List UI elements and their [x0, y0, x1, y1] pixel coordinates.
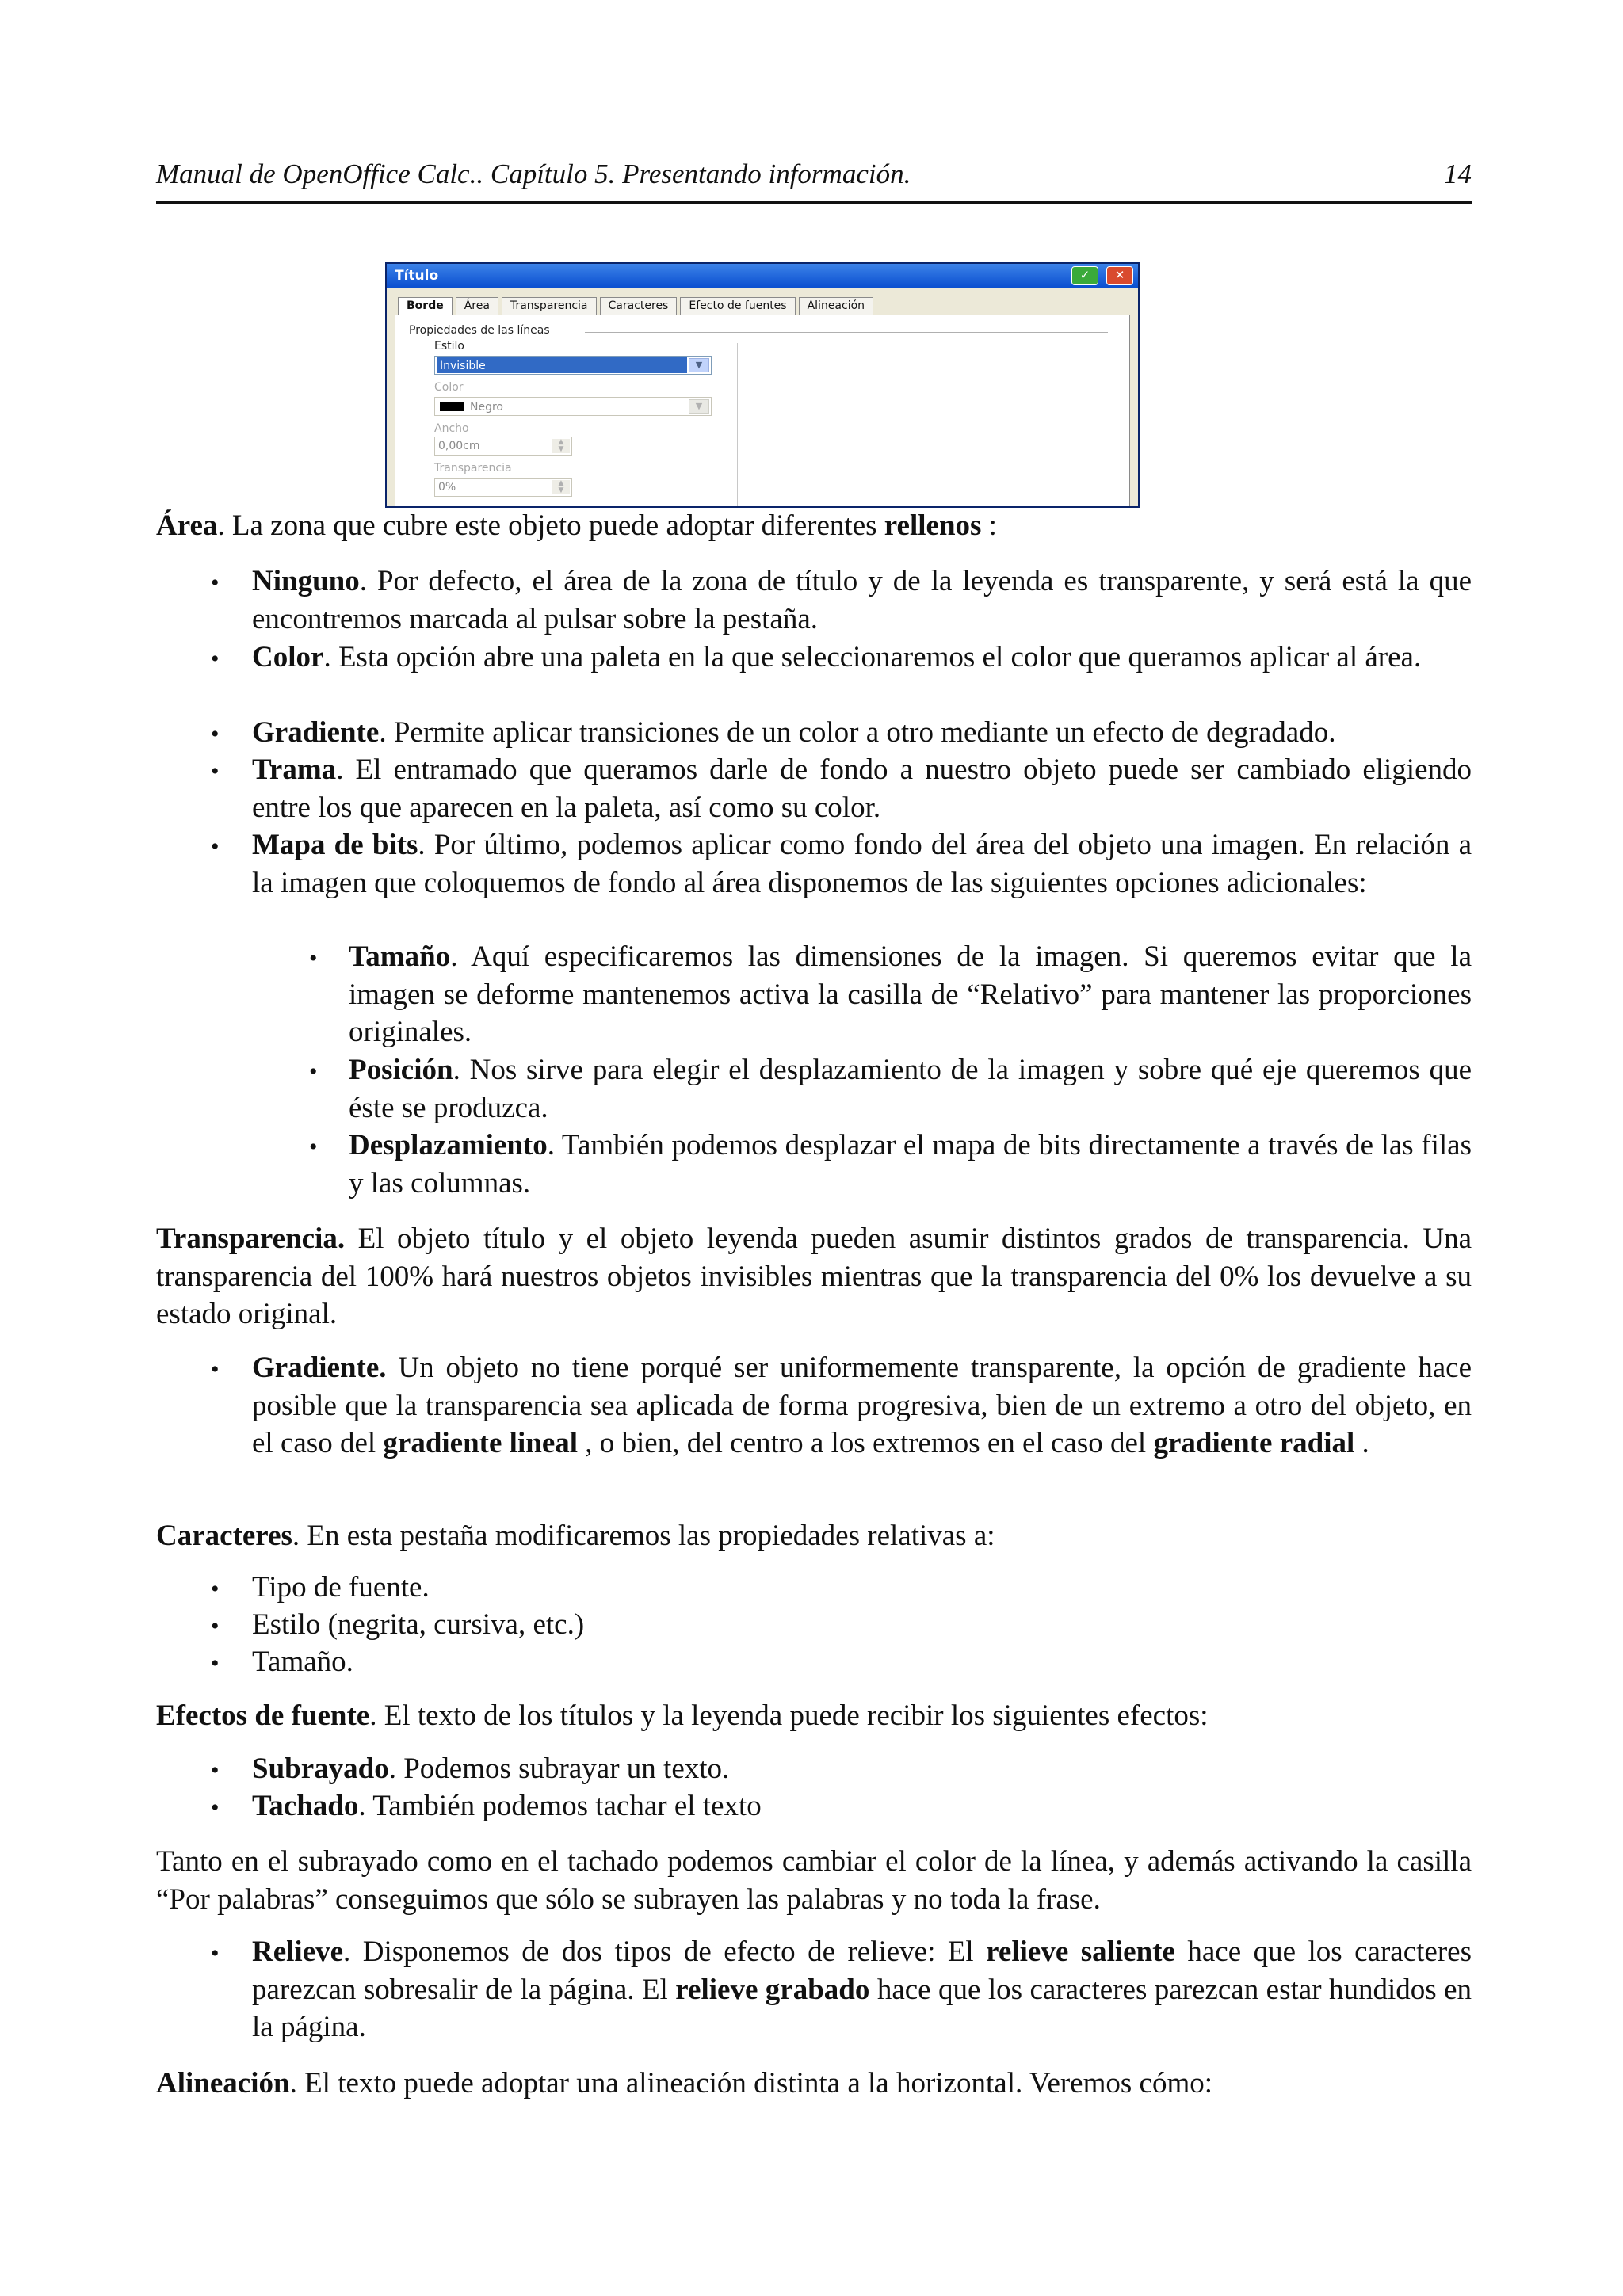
bullet: • [309, 1134, 318, 1160]
tab-area[interactable]: Área [456, 297, 498, 315]
bullet: • [211, 1757, 220, 1783]
alineacion-paragraph: Alineación. El texto puede adoptar una alineación distinta a la horizontal. Veremos cómo: [156, 2067, 1213, 2100]
alineacion-heading: Alineación [156, 2067, 290, 2100]
list-item: Subrayado. Podemos subrayar un texto. [252, 1753, 730, 1785]
width-value: 0,00cm [438, 440, 480, 452]
style-value: Invisible [437, 357, 687, 373]
transparency-value: 0% [438, 481, 456, 494]
bullet: • [211, 1613, 220, 1639]
tab-alineacion[interactable]: Alineación [799, 297, 873, 315]
dialog-screenshot [385, 262, 1140, 508]
list-item: Ninguno. Por defecto, el área de la zona de título y de la leyenda es transparente, y será está la que encontremos marcada al pulsar sobre la pestaña. [252, 565, 1472, 635]
list-item: Color. Esta opción abre una paleta en la que seleccionaremos el color que queramos aplicar al área. [252, 641, 1422, 673]
sub-list-item: Posición. Nos sirve para elegir el desplazamiento de la imagen y sobre qué eje queremos que éste se produzca. [349, 1054, 1472, 1124]
efectos-note-paragraph: Tanto en el subrayado como en el tachado podemos cambiar el color de la línea, y además activando la casilla “Por palabras” conseguimos que sólo se subrayen las palabras y no toda la frase. [156, 1845, 1472, 1916]
width-spinner[interactable] [434, 437, 572, 456]
group-label: Propiedades de las líneas [409, 324, 550, 337]
transparencia-heading: Transparencia. [156, 1222, 346, 1255]
bullet: • [211, 721, 220, 747]
efectos-paragraph: Efectos de fuente. El texto de los títulos y la leyenda puede recibir los siguientes efectos: [156, 1699, 1209, 1732]
bullet: • [309, 1058, 318, 1085]
transparency-label: Transparencia [434, 462, 512, 475]
efectos-heading: Efectos de fuente [156, 1699, 370, 1732]
help-icon[interactable]: ✓ [1071, 266, 1098, 285]
color-swatch [440, 402, 464, 411]
transparencia-paragraph: Transparencia. El objeto título y el objeto leyenda pueden asumir distintos grados de transparencia. Una transparencia del 100% hará nuestros objetos invisibles mientras que la transparencia del 0% los devuelve a su estado original. [156, 1222, 1472, 1330]
sub-list-item: Tamaño. Aquí especificaremos las dimensiones de la imagen. Si queremos evitar que la imagen se deforme mantenemos activa la casilla de “Relativo” para mantener las proporciones originales. [349, 940, 1472, 1048]
list-item: Tipo de fuente. [252, 1571, 430, 1604]
list-item: Trama. El entramado que queramos darle de fondo a nuestro objeto puede ser cambiado eligiendo entre los que aparecen en la paleta, así como su color. [252, 753, 1472, 824]
group-divider [585, 332, 1108, 333]
area-paragraph: Área. La zona que cubre este objeto puede adoptar diferentes rellenos : [156, 509, 997, 542]
area-heading: Área [156, 509, 218, 542]
style-label: Estilo [434, 340, 464, 353]
spin-arrows-icon[interactable]: ▲ ▼ [552, 480, 570, 494]
bullet: • [211, 833, 220, 860]
bullet: • [211, 758, 220, 784]
list-item: Gradiente. Un objeto no tiene porqué ser uniformemente transparente, la opción de gradiente hace posible que la transparencia sea aplicada de forma progresiva, bien de un extremo a otro del objeto, en el caso del gradiente lineal , o bien, del centro a los extremos en el caso del gradiente radial . [252, 1352, 1472, 1459]
dialog-tabs [398, 297, 876, 315]
bullet: • [211, 646, 220, 672]
sub-list-item: Desplazamiento. También podemos desplazar el mapa de bits directamente a través de las filas y las columnas. [349, 1129, 1472, 1199]
caracteres-paragraph: Caracteres. En esta pestaña modificaremos las propiedades relativas a: [156, 1520, 995, 1552]
caracteres-heading: Caracteres [156, 1520, 292, 1552]
tab-borde[interactable]: Borde [398, 297, 453, 315]
color-value: Negro [470, 401, 503, 414]
width-label: Ancho [434, 422, 469, 435]
bullet: • [211, 1576, 220, 1602]
bullet: • [211, 1794, 220, 1821]
page-header [156, 157, 1472, 204]
panel-divider [737, 343, 738, 508]
list-item: Mapa de bits. Por último, podemos aplicar como fondo del área del objeto una imagen. En relación a la imagen que coloquemos de fondo al área disponemos de las siguientes opciones adicionales: [252, 829, 1472, 899]
dialog-title: Título [395, 268, 439, 284]
tab-caracteres[interactable]: Caracteres [600, 297, 678, 315]
header-title: Manual de OpenOffice Calc.. Capítulo 5. Presentando información. [156, 158, 911, 189]
color-select[interactable] [434, 397, 712, 416]
bullet: • [309, 945, 318, 971]
list-item: Estilo (negrita, cursiva, etc.) [252, 1608, 585, 1641]
color-label: Color [434, 381, 464, 394]
dialog-titlebar [387, 264, 1138, 288]
tab-efecto-de-fuentes[interactable]: Efecto de fuentes [680, 297, 795, 315]
page-number: 14 [1444, 158, 1472, 189]
tab-transparencia[interactable]: Transparencia [502, 297, 597, 315]
bullet: • [211, 1356, 220, 1383]
transparency-spinner[interactable] [434, 478, 572, 497]
style-select[interactable] [434, 356, 712, 375]
list-item: Gradiente. Permite aplicar transiciones de un color a otro mediante un efecto de degradado. [252, 716, 1336, 749]
spin-arrows-icon[interactable]: ▲ ▼ [552, 439, 570, 453]
list-item: Relieve. Disponemos de dos tipos de efecto de relieve: El relieve saliente hace que los caracteres parezcan sobresalir de la página. El relieve grabado hace que los caracteres parezcan estar hundidos en la página. [252, 1936, 1472, 2043]
bullet: • [211, 570, 220, 596]
bullet: • [211, 1940, 220, 1966]
list-item: Tamaño. [252, 1646, 353, 1678]
bullet: • [211, 1650, 220, 1676]
list-item: Tachado. También podemos tachar el texto [252, 1790, 762, 1822]
chevron-down-icon[interactable]: ▼ [689, 358, 709, 372]
chevron-down-icon[interactable]: ▼ [689, 399, 709, 414]
close-icon[interactable]: ✕ [1106, 266, 1133, 285]
